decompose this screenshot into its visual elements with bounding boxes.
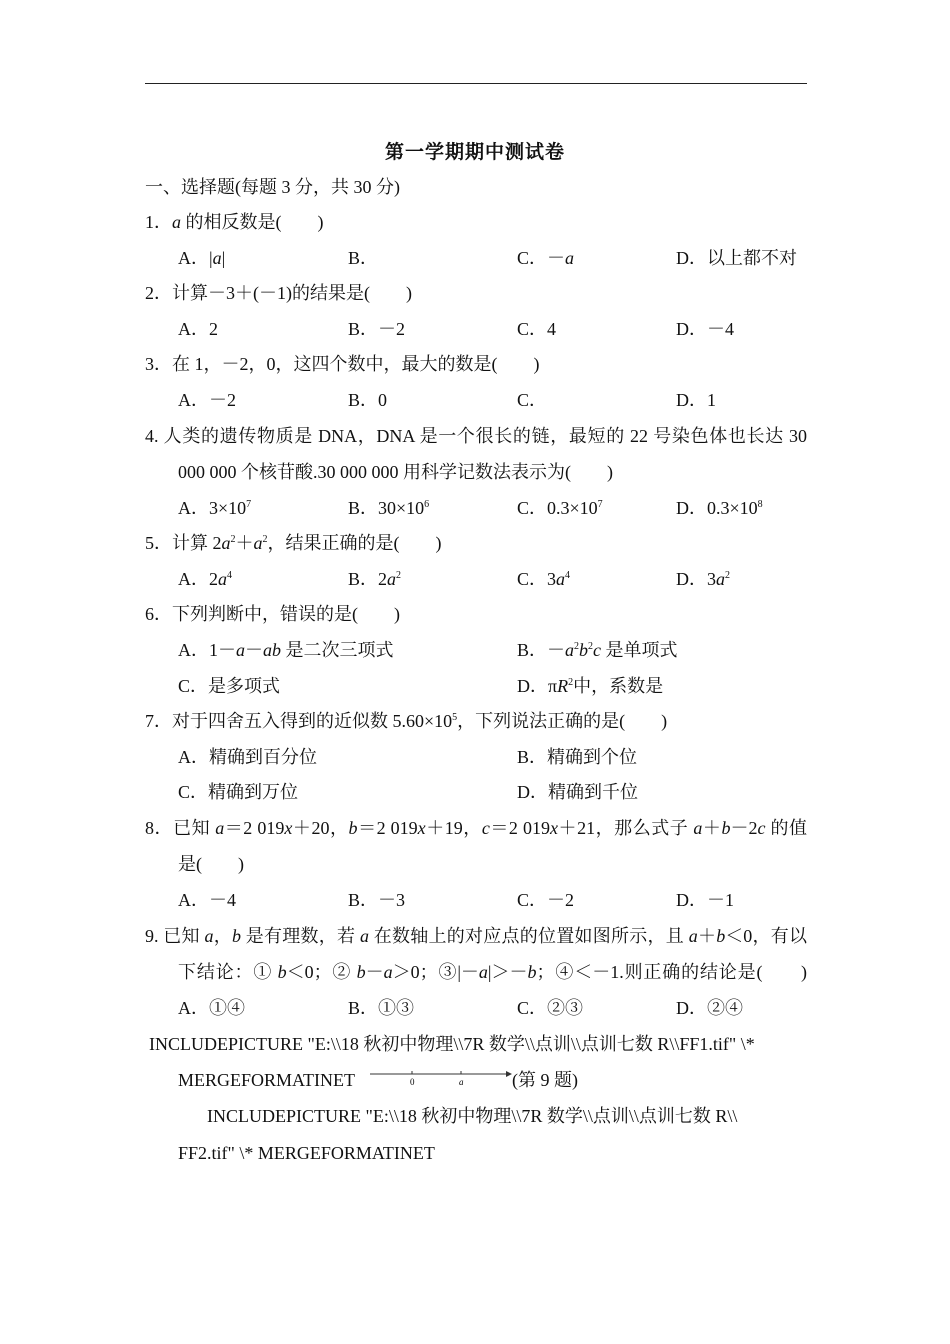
q5-e1: 2	[230, 534, 236, 545]
q9-l2-4: ＞0；③|－	[392, 962, 479, 982]
q6-b-v2: b	[579, 640, 589, 660]
q6-a-pre: A．1－	[178, 640, 236, 660]
q4-c-base: C．0.3×10	[517, 498, 598, 518]
q7-option-a: A．精确到百分位	[178, 747, 317, 767]
q6-a-post: 是二次三项式	[281, 640, 394, 660]
q7-option-d: D．精确到千位	[517, 782, 638, 802]
q5-b-exp: 2	[396, 570, 402, 581]
q5-e2: 2	[262, 534, 268, 545]
q9-l2-b2: b	[356, 962, 366, 982]
question-8-line1	[145, 817, 807, 839]
q8-p2: ＝2 019	[224, 818, 285, 838]
q9-p6: ＜0，有以	[725, 926, 807, 946]
q5-option-a	[178, 568, 232, 590]
q6-d-var: R	[557, 676, 569, 696]
q8-option-b: B．－3	[348, 890, 406, 910]
q8-p7: ＋21，那么式子	[557, 818, 694, 838]
q5-option-c	[517, 568, 570, 590]
question-2: 2．计算－3＋(－1)的结果是( )	[145, 283, 412, 303]
q2-option-d: D．－4	[676, 319, 734, 339]
q9-option-a: A．①④	[178, 998, 245, 1018]
q8-x2: x	[417, 818, 426, 838]
q9-l2-b1: b	[277, 962, 287, 982]
q5-c-var: a	[556, 569, 566, 589]
q9-l2-a2: a	[478, 962, 488, 982]
q5-d-exp: 2	[725, 570, 730, 581]
q9-va3: a	[688, 926, 698, 946]
q5-b-pre: B．2	[348, 569, 388, 589]
q9-va2: a	[360, 926, 369, 946]
q4-b-base: B．30×10	[348, 498, 425, 518]
q2-option-b: B．－2	[348, 319, 406, 339]
q9-p5: ＋	[697, 926, 717, 946]
q9-l2-5: |＞－	[487, 962, 528, 982]
q8-option-d: D．－1	[676, 890, 734, 910]
q9-l2-3: －	[365, 962, 384, 982]
q6-d-pre: D．π	[517, 676, 558, 696]
q8-p4: ＝2 019	[357, 818, 418, 838]
section-heading: 一、选择题(每题 3 分，共 30 分)	[145, 177, 400, 197]
q3-option-a: A．－2	[178, 390, 236, 410]
q8-p6: ＝2 019	[489, 818, 550, 838]
q3-option-d: D．1	[676, 390, 716, 410]
q6-b-v1: a	[565, 640, 575, 660]
q8-p5: ＋19，	[425, 818, 482, 838]
q6-d-exp: 2	[568, 677, 574, 688]
q1-option-c	[517, 247, 574, 269]
q9-option-d: D．②④	[676, 998, 743, 1018]
q6-option-c: C．是多项式	[178, 676, 281, 696]
q4-d-base: D．0.3×10	[676, 498, 758, 518]
q9-l2-a1: a	[383, 962, 393, 982]
q7-post: ，下列说法正确的是( )	[457, 711, 668, 731]
q9-p3: 是有理数，若	[241, 926, 360, 946]
tick-label-a: a	[459, 1077, 464, 1087]
q4-a-exp: 7	[246, 499, 252, 510]
q8-p10: 的值	[765, 818, 808, 838]
q9-p2: ，	[213, 926, 232, 946]
mergeformat-field-1: MERGEFORMATINET	[178, 1070, 356, 1090]
q5-plus: ＋	[235, 533, 254, 553]
header-rule	[145, 83, 807, 84]
q5-d-pre: D．3	[676, 569, 716, 589]
q9-p4: 在数轴上的对应点的位置如图所示，且	[369, 926, 689, 946]
q6-b-v3: c	[593, 640, 602, 660]
q3-option-c: C．	[517, 390, 548, 410]
q1-option-b: B．	[348, 248, 379, 268]
q4-option-d	[676, 497, 763, 519]
q1-a-end: |	[221, 248, 226, 268]
q5-v2: a	[253, 533, 263, 553]
q8-p8: ＋	[702, 818, 722, 838]
q6-b-e1: 2	[574, 641, 580, 652]
q5-option-d	[676, 568, 730, 590]
page-title: 第一学期期中测试卷	[384, 141, 565, 163]
q6-b-e2: 2	[588, 641, 594, 652]
q8-p1: 8．已知	[145, 818, 216, 838]
q6-option-a	[178, 639, 394, 661]
q1-a-var: a	[212, 248, 222, 268]
q7-option-b: B．精确到个位	[517, 747, 638, 767]
q1-var: a	[172, 212, 181, 232]
q3-option-b: B．0	[348, 390, 388, 410]
q2-option-a: A．2	[178, 319, 218, 339]
mergeformat-field-2: FF2.tif" \* MERGEFORMATINET	[178, 1143, 435, 1163]
q4-option-c	[517, 497, 603, 519]
q8-p3: ＋20，	[292, 818, 349, 838]
question-9-line2	[178, 961, 807, 983]
q4-c-exp: 7	[597, 499, 603, 510]
q9-l2-2: ＜0；②	[286, 962, 357, 982]
q6-d-post: 中，系数是	[573, 676, 664, 696]
includepicture-field-2: INCLUDEPICTURE "E:\\18 秋初中物理\\7R 数学\\点训\\点训七数 R\\	[207, 1106, 738, 1126]
q5-v1: a	[221, 533, 231, 553]
q6-a-v2: ab	[263, 640, 281, 660]
q5-d-var: a	[716, 569, 725, 589]
q6-b-post: 是单项式	[601, 640, 678, 660]
q6-b-pre: B．－	[517, 640, 566, 660]
q8-va2: a	[693, 818, 703, 838]
q4-a-base: A．3×10	[178, 498, 247, 518]
figure-9-caption: (第 9 题)	[512, 1070, 578, 1090]
q4-d-exp: 8	[757, 499, 763, 510]
q9-va: a	[204, 926, 214, 946]
question-4-line1: 4. 人类的遗传物质是 DNA，DNA 是一个很长的链，最短的 22 号染色体也长达 30	[145, 426, 807, 446]
q2-option-c: C．4	[517, 319, 557, 339]
q6-option-d	[517, 675, 663, 697]
q1-option-a	[178, 247, 225, 269]
q8-vb: b	[348, 818, 358, 838]
q1-text: 的相反数是( )	[185, 212, 324, 232]
q9-l2-6: ；④＜－1.则正确的结论是( )	[536, 962, 808, 982]
question-5	[145, 532, 442, 554]
q5-option-b	[348, 568, 401, 590]
q6-a-mid: －	[245, 640, 263, 660]
question-4-line2: 000 000 个核苷酸.30 000 000 用科学记数法表示为( )	[178, 462, 613, 482]
q8-vc: c	[481, 818, 490, 838]
question-6: 6．下列判断中，错误的是( )	[145, 604, 400, 624]
q9-vb: b	[232, 926, 241, 946]
q5-c-exp: 4	[565, 570, 571, 581]
question-8-line2: 是( )	[178, 854, 244, 874]
question-3: 3．在 1，－2，0，这四个数中，最大的数是( )	[145, 354, 540, 374]
q5-a-pre: A．2	[178, 569, 218, 589]
q1-number: 1．	[145, 212, 172, 232]
q8-p9: －2	[730, 818, 758, 838]
q8-vc2: c	[757, 818, 766, 838]
q6-a-v1: a	[236, 640, 245, 660]
q9-p1: 9. 已知	[145, 926, 205, 946]
q5-a-exp: 4	[227, 570, 232, 581]
question-7	[145, 710, 667, 732]
q1-option-d: D．以上都不对	[676, 248, 797, 268]
q9-option-c: C．②③	[517, 998, 584, 1018]
q1-a-label: A．|	[178, 248, 213, 268]
q4-option-b	[348, 497, 429, 519]
q5-pre: 5．计算 2	[145, 533, 222, 553]
number-line-figure	[368, 1067, 513, 1089]
q5-c-pre: C．3	[517, 569, 557, 589]
q6-option-b	[517, 639, 678, 661]
q7-exp: 5	[452, 712, 458, 723]
q8-option-a: A．－4	[178, 890, 236, 910]
q8-vb2: b	[721, 818, 731, 838]
includepicture-field-1: INCLUDEPICTURE "E:\\18 秋初中物理\\7R 数学\\点训\\点训七数 R\\FF1.tif" \*	[149, 1034, 755, 1054]
q5-post: ，结果正确的是( )	[267, 533, 442, 553]
question-1	[145, 211, 324, 233]
q8-x3: x	[549, 818, 558, 838]
q9-l2-b3: b	[527, 962, 537, 982]
q1-c-label: C．－	[517, 248, 566, 268]
q7-pre: 7．对于四舍五入得到的近似数 5.60×10	[145, 711, 453, 731]
q5-b-var: a	[387, 569, 397, 589]
q4-option-a	[178, 497, 251, 519]
q8-x1: x	[284, 818, 293, 838]
q1-c-var: a	[565, 248, 575, 268]
q8-va: a	[215, 818, 225, 838]
question-9-line1	[145, 925, 807, 947]
q9-l2-1: 下结论：①	[178, 962, 278, 982]
q4-b-exp: 6	[424, 499, 430, 510]
q9-option-b: B．①③	[348, 998, 415, 1018]
q8-option-c: C．－2	[517, 890, 575, 910]
tick-label-zero: 0	[410, 1077, 415, 1087]
q5-a-var: a	[218, 569, 227, 589]
q7-option-c: C．精确到万位	[178, 782, 299, 802]
q9-vb2: b	[716, 926, 726, 946]
